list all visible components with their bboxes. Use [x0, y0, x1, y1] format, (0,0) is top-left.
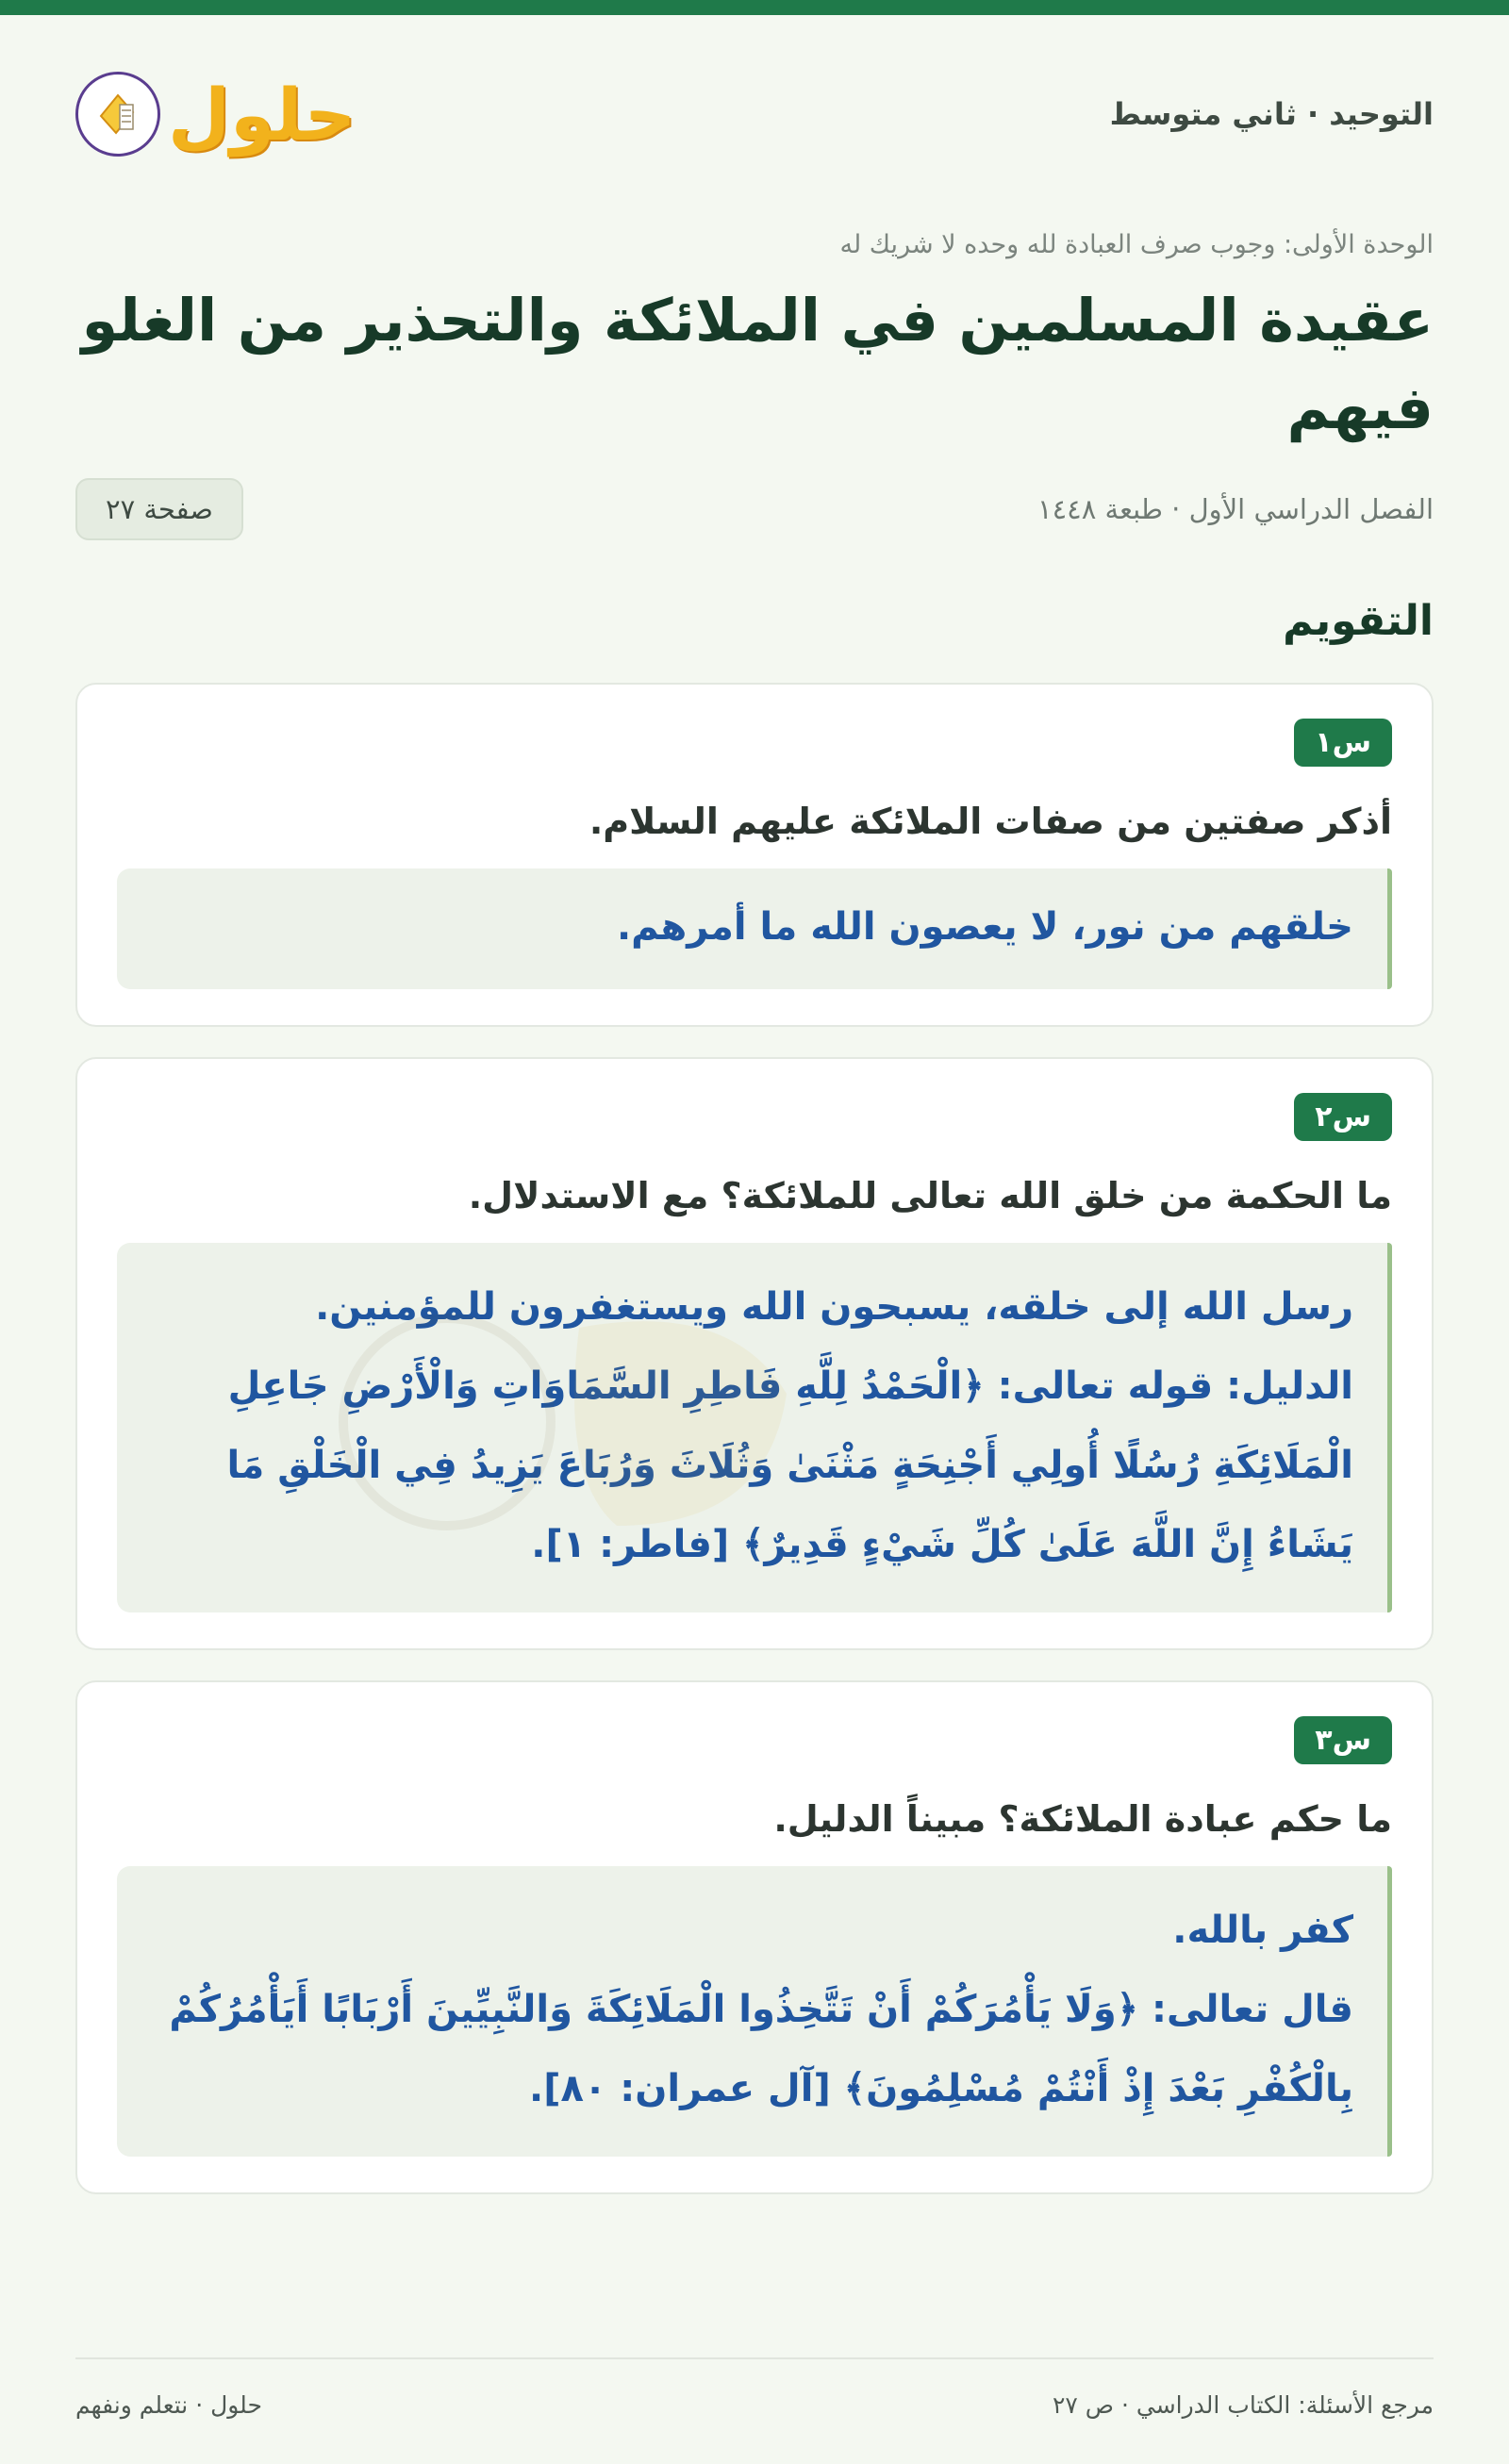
meta-row: [75, 478, 1434, 540]
logo-text: حلول: [168, 72, 357, 157]
pencil-book-icon: [75, 72, 160, 157]
header: [75, 15, 1434, 213]
answer-line: رسل الله إلى خلقه، يسبحون الله ويستغفرون للمؤمنين.: [315, 1285, 1353, 1329]
footer: [75, 2357, 1434, 2419]
page: [0, 15, 1509, 2194]
edition-meta: الفصل الدراسي الأول · طبعة ١٤٤٨: [1037, 493, 1434, 525]
footer-brand: حلول · نتعلم ونفهم: [75, 2391, 262, 2419]
answer-line: خلقهم من نور، لا يعصون الله ما أمرهم.: [616, 905, 1353, 949]
question-text: أذكر صفتين من صفات الملائكة عليهم السلام.: [589, 801, 1392, 842]
logo[interactable]: [75, 72, 356, 157]
question-badge: س١: [1294, 719, 1392, 767]
answer-box: [117, 868, 1392, 989]
question-badge: س٣: [1294, 1716, 1392, 1764]
footer-reference: مرجع الأسئلة: الكتاب الدراسي · ص ٢٧: [1052, 2391, 1434, 2419]
question-card: [75, 683, 1434, 1027]
subject-label: التوحيد · ثاني متوسط: [1109, 96, 1434, 132]
question-text: ما حكم عبادة الملائكة؟ مبيناً الدليل.: [773, 1798, 1392, 1840]
answer-line: قال تعالى: ﴿وَلَا يَأْمُرَكُمْ أَنْ تَتَّخِذُوا الْمَلَائِكَةَ وَالنَّبِيِّينَ أَرْبَابًا أَيَأْمُرُكُمْ بِالْكُفْرِ بَعْدَ إِذْ أَنْتُمْ مُسْلِمُونَ﴾ [آل عمران: ٨٠].: [169, 1988, 1353, 2110]
question-card: [75, 1680, 1434, 2194]
question-card: [75, 1057, 1434, 1650]
question-badge: س٢: [1294, 1093, 1392, 1141]
lesson-title: عقيدة المسلمين في الملائكة والتحذير من الغلو فيهم: [81, 286, 1434, 442]
section-title: التقويم: [1283, 597, 1434, 645]
answer-line: كفر بالله.: [1172, 1909, 1353, 1952]
page-badge: صفحة ٢٧: [75, 478, 243, 540]
answer-box: [117, 1866, 1392, 2157]
unit-label: الوحدة الأولى: وجوب صرف العبادة لله وحده لا شريك له: [839, 230, 1434, 259]
question-text: ما الحكمة من خلق الله تعالى للملائكة؟ مع الاستدلال.: [468, 1175, 1392, 1216]
top-accent-bar: [0, 0, 1509, 15]
answer-box: [117, 1243, 1392, 1612]
answer-line: الدليل: قوله تعالى: ﴿الْحَمْدُ لِلَّهِ فَاطِرِ السَّمَاوَاتِ وَالْأَرْضِ جَاعِلِ الْمَلَائِكَةِ رُسُلًا أُولِي أَجْنِحَةٍ مَثْنَىٰ وَثُلَاثَ وَرُبَاعَ يَزِيدُ فِي الْخَلْقِ مَا يَشَاءُ إِنَّ اللَّهَ عَلَىٰ كُلِّ شَيْءٍ قَدِيرٌ﴾ [فاطر: ١].: [226, 1364, 1353, 1566]
